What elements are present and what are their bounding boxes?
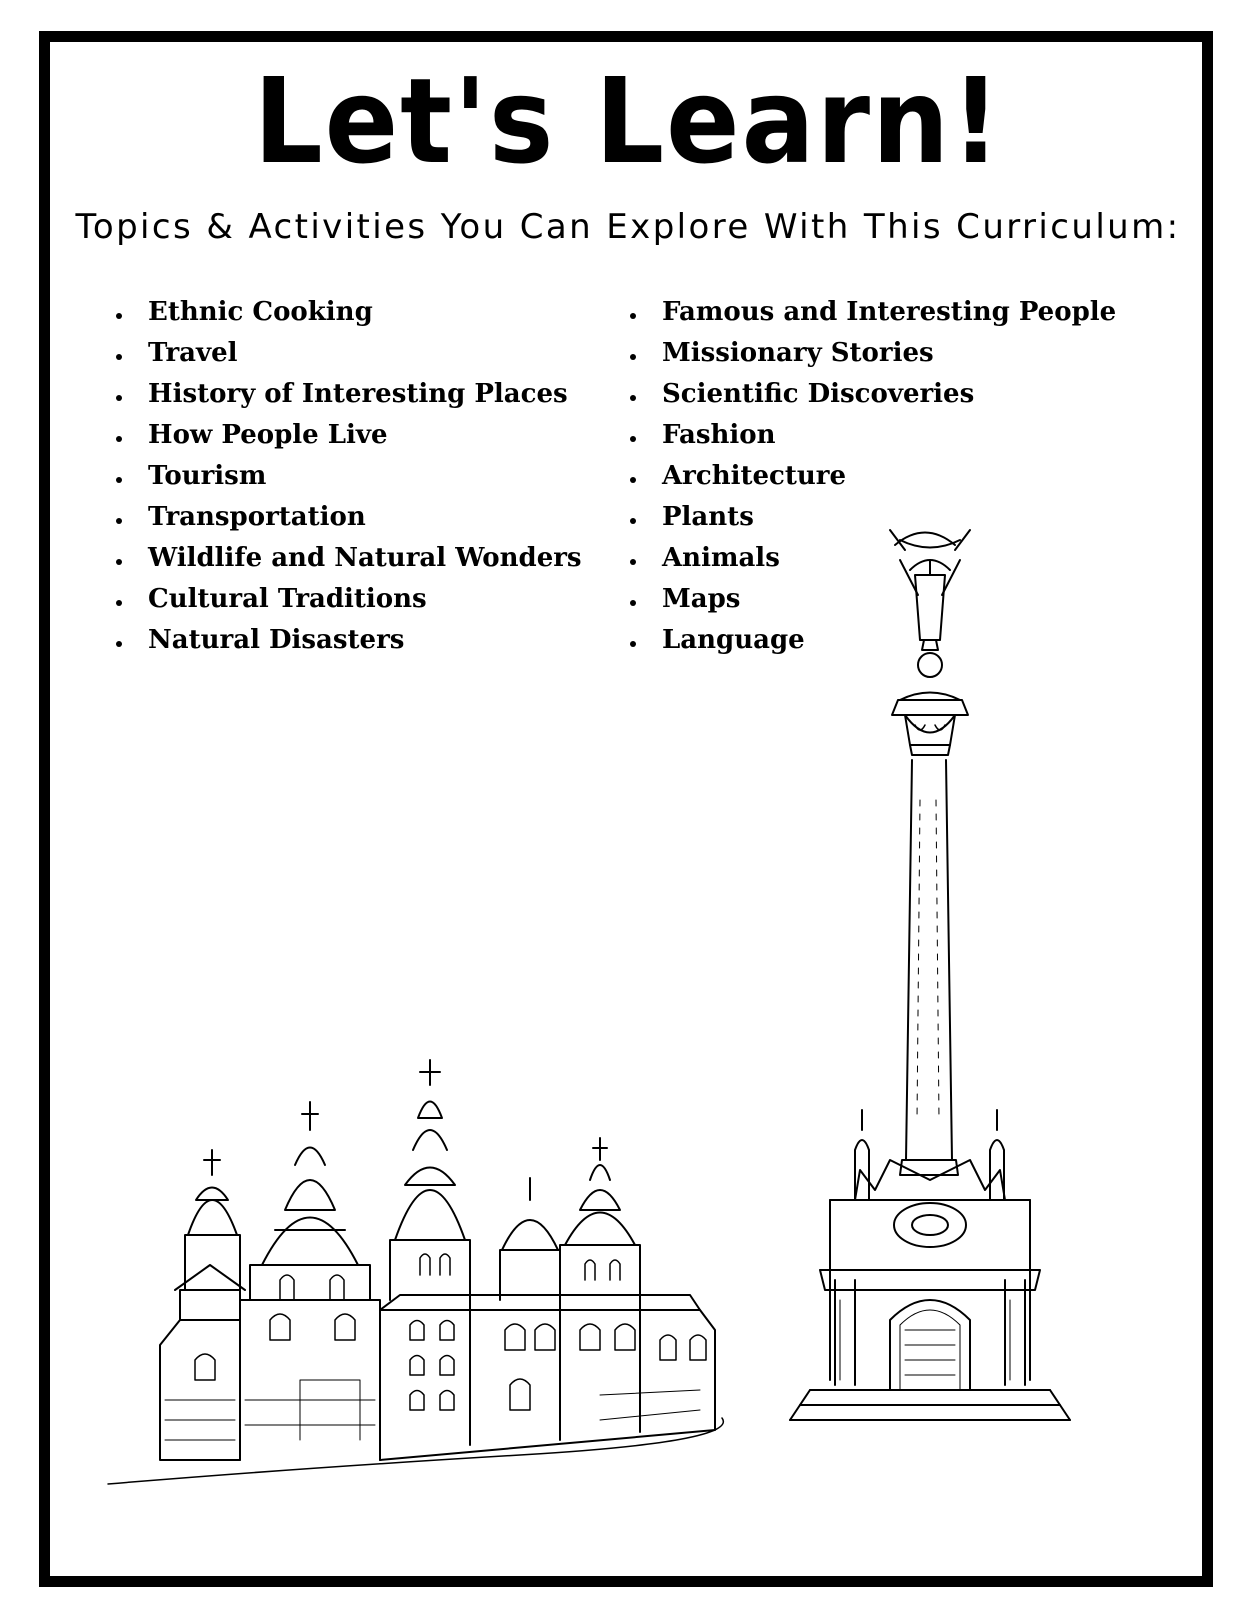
page-subtitle: Topics & Activities You Can Explore With This Curriculum: — [75, 207, 1181, 247]
list-item-label: Cultural Traditions — [148, 584, 427, 614]
list-item-label: Ethnic Cooking — [148, 297, 373, 327]
list-item-label: How People Live — [148, 420, 388, 450]
list-item-label: Maps — [662, 584, 741, 614]
list-item-label: Animals — [662, 543, 780, 573]
list-item-label: Tourism — [148, 461, 267, 491]
list-item-label: Transportation — [148, 502, 366, 532]
list-item-label: Natural Disasters — [148, 625, 405, 655]
list-item-label: Plants — [662, 502, 754, 532]
list-item-label: Missionary Stories — [662, 338, 934, 368]
list-item-label: Fashion — [662, 420, 776, 450]
list-item-label: Language — [662, 625, 805, 655]
list-item-label: Wildlife and Natural Wonders — [148, 543, 582, 573]
list-item-label: Architecture — [662, 461, 847, 491]
list-item-label: Travel — [148, 338, 238, 368]
list-item-label: Scientific Discoveries — [662, 379, 975, 409]
list-item-label: Famous and Interesting People — [662, 297, 1117, 327]
list-item-label: History of Interesting Places — [148, 379, 568, 409]
page-title: Let's Learn! — [253, 52, 1003, 190]
